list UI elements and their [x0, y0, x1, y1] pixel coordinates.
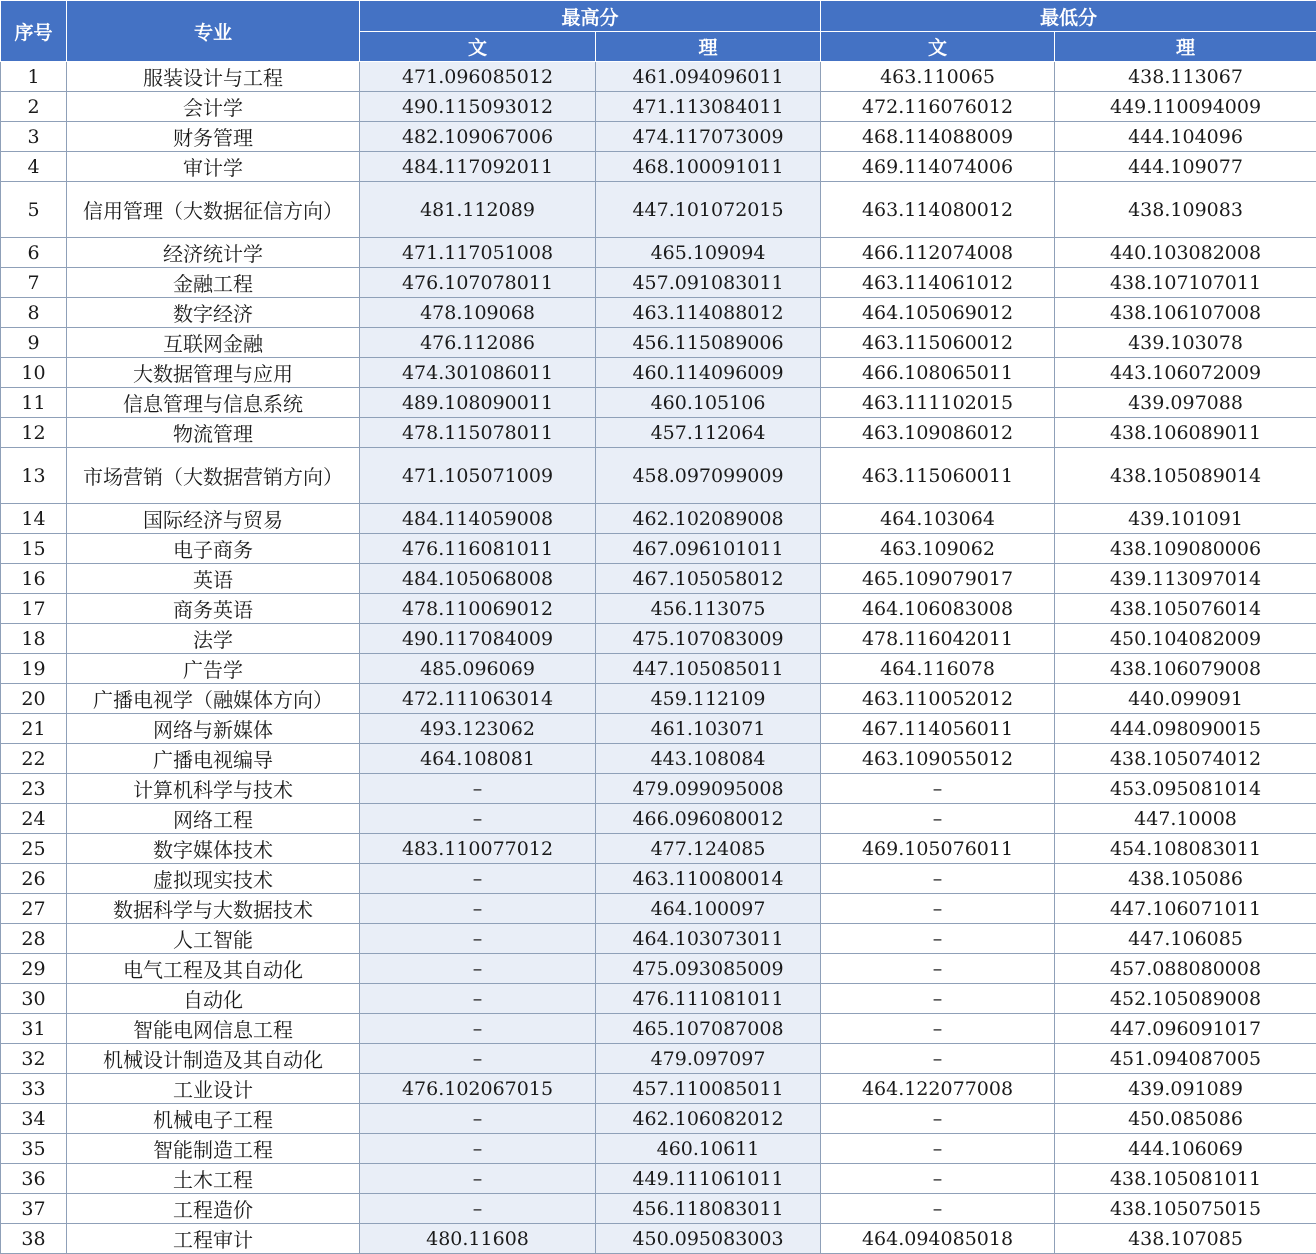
row-major-cell: 智能电网信息工程: [67, 1014, 360, 1044]
row-major-cell: 土木工程: [67, 1164, 360, 1194]
row-major-cell: 机械电子工程: [67, 1104, 360, 1134]
lowest-arts-cell: –: [821, 864, 1055, 894]
highest-science-cell: 463.110080014: [596, 864, 821, 894]
lowest-science-cell: 439.091089: [1055, 1074, 1316, 1104]
lowest-science-cell: 444.106069: [1055, 1134, 1316, 1164]
row-index-cell: 24: [1, 804, 67, 834]
highest-science-cell: 468.100091011: [596, 152, 821, 182]
row-index-cell: 6: [1, 238, 67, 268]
table-row: [1, 448, 1316, 504]
table-row: [1, 1134, 1316, 1164]
header-lowest: 最低分: [821, 1, 1316, 32]
row-major-cell: 法学: [67, 624, 360, 654]
lowest-science-cell: 440.099091: [1055, 684, 1316, 714]
lowest-arts-cell: –: [821, 954, 1055, 984]
lowest-science-cell: 438.107107011: [1055, 268, 1316, 298]
highest-science-cell: 457.112064: [596, 418, 821, 448]
highest-arts-cell: 483.110077012: [360, 834, 596, 864]
row-index-cell: 20: [1, 684, 67, 714]
highest-arts-cell: 474.301086011: [360, 358, 596, 388]
row-index-cell: 29: [1, 954, 67, 984]
highest-arts-cell: 493.123062: [360, 714, 596, 744]
lowest-arts-cell: 463.109086012: [821, 418, 1055, 448]
table-row: [1, 122, 1316, 152]
table-row: [1, 864, 1316, 894]
table-row: [1, 388, 1316, 418]
highest-science-cell: 443.108084: [596, 744, 821, 774]
lowest-arts-cell: –: [821, 1014, 1055, 1044]
row-major-cell: 人工智能: [67, 924, 360, 954]
row-major-cell: 数字媒体技术: [67, 834, 360, 864]
highest-arts-cell: 471.117051008: [360, 238, 596, 268]
row-index-cell: 1: [1, 62, 67, 92]
lowest-science-cell: 439.113097014: [1055, 564, 1316, 594]
lowest-science-cell: 439.097088: [1055, 388, 1316, 418]
lowest-science-cell: 443.106072009: [1055, 358, 1316, 388]
row-index-cell: 13: [1, 448, 67, 504]
table-row: [1, 1164, 1316, 1194]
highest-science-cell: 476.111081011: [596, 984, 821, 1014]
lowest-science-cell: 438.106107008: [1055, 298, 1316, 328]
row-major-cell: 财务管理: [67, 122, 360, 152]
row-index-cell: 25: [1, 834, 67, 864]
highest-arts-cell: 481.112089: [360, 182, 596, 238]
row-major-cell: 国际经济与贸易: [67, 504, 360, 534]
lowest-science-cell: 452.105089008: [1055, 984, 1316, 1014]
lowest-arts-cell: –: [821, 804, 1055, 834]
highest-science-cell: 467.105058012: [596, 564, 821, 594]
highest-science-cell: 477.124085: [596, 834, 821, 864]
table-row: [1, 684, 1316, 714]
row-index-cell: 19: [1, 654, 67, 684]
lowest-arts-cell: 472.116076012: [821, 92, 1055, 122]
highest-science-cell: 479.097097: [596, 1044, 821, 1074]
highest-arts-cell: 489.108090011: [360, 388, 596, 418]
highest-arts-cell: 480.11608: [360, 1224, 596, 1254]
row-major-cell: 广播电视学（融媒体方向）: [67, 684, 360, 714]
highest-science-cell: 459.112109: [596, 684, 821, 714]
highest-science-cell: 462.106082012: [596, 1104, 821, 1134]
lowest-science-cell: 438.105081011: [1055, 1164, 1316, 1194]
lowest-science-cell: 440.103082008: [1055, 238, 1316, 268]
header-lowest-science: 理: [1055, 32, 1316, 62]
highest-science-cell: 465.109094: [596, 238, 821, 268]
row-index-cell: 4: [1, 152, 67, 182]
header-major: 专业: [67, 1, 360, 62]
highest-arts-cell: 471.105071009: [360, 448, 596, 504]
row-major-cell: 大数据管理与应用: [67, 358, 360, 388]
lowest-science-cell: 438.105075015: [1055, 1194, 1316, 1224]
lowest-arts-cell: 464.116078: [821, 654, 1055, 684]
table-row: [1, 152, 1316, 182]
lowest-arts-cell: 464.105069012: [821, 298, 1055, 328]
highest-arts-cell: 485.096069: [360, 654, 596, 684]
highest-science-cell: 474.117073009: [596, 122, 821, 152]
row-major-cell: 电气工程及其自动化: [67, 954, 360, 984]
lowest-arts-cell: 464.122077008: [821, 1074, 1055, 1104]
highest-science-cell: 456.113075: [596, 594, 821, 624]
row-index-cell: 37: [1, 1194, 67, 1224]
highest-arts-cell: 484.114059008: [360, 504, 596, 534]
lowest-arts-cell: 469.114074006: [821, 152, 1055, 182]
row-index-cell: 31: [1, 1014, 67, 1044]
row-index-cell: 34: [1, 1104, 67, 1134]
lowest-science-cell: 438.105086: [1055, 864, 1316, 894]
header-highest-science: 理: [596, 32, 821, 62]
row-major-cell: 机械设计制造及其自动化: [67, 1044, 360, 1074]
highest-science-cell: 471.113084011: [596, 92, 821, 122]
row-major-cell: 广告学: [67, 654, 360, 684]
row-index-cell: 2: [1, 92, 67, 122]
table-header: [1, 1, 1316, 62]
lowest-arts-cell: 463.109062: [821, 534, 1055, 564]
highest-arts-cell: 476.107078011: [360, 268, 596, 298]
highest-arts-cell: 478.110069012: [360, 594, 596, 624]
lowest-science-cell: 439.101091: [1055, 504, 1316, 534]
header-index: 序号: [1, 1, 67, 62]
table-row: [1, 1014, 1316, 1044]
row-index-cell: 30: [1, 984, 67, 1014]
lowest-arts-cell: –: [821, 1164, 1055, 1194]
row-index-cell: 27: [1, 894, 67, 924]
highest-arts-cell: 476.116081011: [360, 534, 596, 564]
table-row: [1, 504, 1316, 534]
lowest-arts-cell: 463.114080012: [821, 182, 1055, 238]
table-row: [1, 834, 1316, 864]
highest-science-cell: 465.107087008: [596, 1014, 821, 1044]
highest-science-cell: 457.091083011: [596, 268, 821, 298]
row-major-cell: 数据科学与大数据技术: [67, 894, 360, 924]
row-major-cell: 信息管理与信息系统: [67, 388, 360, 418]
lowest-arts-cell: 463.109055012: [821, 744, 1055, 774]
highest-arts-cell: –: [360, 804, 596, 834]
row-index-cell: 23: [1, 774, 67, 804]
highest-arts-cell: –: [360, 1164, 596, 1194]
highest-science-cell: 447.105085011: [596, 654, 821, 684]
lowest-arts-cell: 463.111102015: [821, 388, 1055, 418]
row-index-cell: 15: [1, 534, 67, 564]
row-index-cell: 35: [1, 1134, 67, 1164]
highest-arts-cell: 464.108081: [360, 744, 596, 774]
lowest-science-cell: 438.105074012: [1055, 744, 1316, 774]
highest-science-cell: 447.101072015: [596, 182, 821, 238]
row-major-cell: 广播电视编导: [67, 744, 360, 774]
lowest-science-cell: 444.109077: [1055, 152, 1316, 182]
row-index-cell: 3: [1, 122, 67, 152]
row-index-cell: 10: [1, 358, 67, 388]
table-row: [1, 268, 1316, 298]
highest-science-cell: 460.114096009: [596, 358, 821, 388]
table-row: [1, 714, 1316, 744]
table-row: [1, 328, 1316, 358]
highest-science-cell: 461.103071: [596, 714, 821, 744]
row-index-cell: 28: [1, 924, 67, 954]
table-row: [1, 624, 1316, 654]
lowest-science-cell: 449.110094009: [1055, 92, 1316, 122]
row-major-cell: 会计学: [67, 92, 360, 122]
lowest-science-cell: 438.106089011: [1055, 418, 1316, 448]
row-major-cell: 商务英语: [67, 594, 360, 624]
highest-arts-cell: –: [360, 864, 596, 894]
lowest-arts-cell: –: [821, 1044, 1055, 1074]
table-row: [1, 92, 1316, 122]
lowest-science-cell: 457.088080008: [1055, 954, 1316, 984]
lowest-arts-cell: 464.094085018: [821, 1224, 1055, 1254]
row-major-cell: 信用管理（大数据征信方向）: [67, 182, 360, 238]
highest-science-cell: 460.10611: [596, 1134, 821, 1164]
highest-science-cell: 467.096101011: [596, 534, 821, 564]
table-row: [1, 62, 1316, 92]
row-index-cell: 7: [1, 268, 67, 298]
highest-science-cell: 457.110085011: [596, 1074, 821, 1104]
header-highest: 最高分: [360, 1, 821, 32]
row-major-cell: 物流管理: [67, 418, 360, 448]
table-row: [1, 1194, 1316, 1224]
lowest-science-cell: 447.096091017: [1055, 1014, 1316, 1044]
table-row: [1, 358, 1316, 388]
table-row: [1, 298, 1316, 328]
table-row: [1, 894, 1316, 924]
row-index-cell: 16: [1, 564, 67, 594]
lowest-science-cell: 447.106085: [1055, 924, 1316, 954]
lowest-science-cell: 451.094087005: [1055, 1044, 1316, 1074]
lowest-arts-cell: –: [821, 1194, 1055, 1224]
lowest-science-cell: 447.106071011: [1055, 894, 1316, 924]
row-major-cell: 英语: [67, 564, 360, 594]
lowest-science-cell: 438.113067: [1055, 62, 1316, 92]
highest-arts-cell: –: [360, 894, 596, 924]
row-index-cell: 33: [1, 1074, 67, 1104]
table-row: [1, 954, 1316, 984]
highest-science-cell: 475.093085009: [596, 954, 821, 984]
highest-science-cell: 456.118083011: [596, 1194, 821, 1224]
row-major-cell: 数字经济: [67, 298, 360, 328]
lowest-arts-cell: 467.114056011: [821, 714, 1055, 744]
lowest-arts-cell: 464.106083008: [821, 594, 1055, 624]
table-row: [1, 564, 1316, 594]
table-row: [1, 774, 1316, 804]
lowest-arts-cell: –: [821, 774, 1055, 804]
lowest-arts-cell: 463.110052012: [821, 684, 1055, 714]
row-major-cell: 网络工程: [67, 804, 360, 834]
row-major-cell: 工程审计: [67, 1224, 360, 1254]
row-major-cell: 网络与新媒体: [67, 714, 360, 744]
lowest-arts-cell: –: [821, 894, 1055, 924]
row-index-cell: 9: [1, 328, 67, 358]
row-index-cell: 5: [1, 182, 67, 238]
lowest-science-cell: 444.104096: [1055, 122, 1316, 152]
lowest-science-cell: 438.105076014: [1055, 594, 1316, 624]
table-row: [1, 594, 1316, 624]
highest-science-cell: 458.097099009: [596, 448, 821, 504]
row-major-cell: 电子商务: [67, 534, 360, 564]
highest-arts-cell: –: [360, 1044, 596, 1074]
highest-arts-cell: 478.109068: [360, 298, 596, 328]
highest-arts-cell: –: [360, 1104, 596, 1134]
lowest-arts-cell: 463.115060011: [821, 448, 1055, 504]
highest-arts-cell: –: [360, 954, 596, 984]
highest-arts-cell: –: [360, 774, 596, 804]
table-row: [1, 1044, 1316, 1074]
highest-arts-cell: 476.102067015: [360, 1074, 596, 1104]
row-index-cell: 38: [1, 1224, 67, 1254]
highest-science-cell: 475.107083009: [596, 624, 821, 654]
table-row: [1, 1224, 1316, 1254]
lowest-arts-cell: 466.112074008: [821, 238, 1055, 268]
highest-arts-cell: –: [360, 1134, 596, 1164]
lowest-arts-cell: 463.114061012: [821, 268, 1055, 298]
lowest-arts-cell: 463.110065: [821, 62, 1055, 92]
highest-science-cell: 479.099095008: [596, 774, 821, 804]
highest-science-cell: 466.096080012: [596, 804, 821, 834]
row-major-cell: 虚拟现实技术: [67, 864, 360, 894]
lowest-arts-cell: –: [821, 984, 1055, 1014]
row-major-cell: 金融工程: [67, 268, 360, 298]
row-major-cell: 审计学: [67, 152, 360, 182]
lowest-science-cell: 444.098090015: [1055, 714, 1316, 744]
row-index-cell: 8: [1, 298, 67, 328]
row-major-cell: 经济统计学: [67, 238, 360, 268]
highest-science-cell: 463.114088012: [596, 298, 821, 328]
lowest-arts-cell: –: [821, 1104, 1055, 1134]
row-index-cell: 26: [1, 864, 67, 894]
highest-arts-cell: –: [360, 984, 596, 1014]
row-major-cell: 工业设计: [67, 1074, 360, 1104]
row-index-cell: 17: [1, 594, 67, 624]
row-major-cell: 市场营销（大数据营销方向）: [67, 448, 360, 504]
row-major-cell: 服装设计与工程: [67, 62, 360, 92]
highest-arts-cell: –: [360, 924, 596, 954]
lowest-science-cell: 439.103078: [1055, 328, 1316, 358]
row-major-cell: 计算机科学与技术: [67, 774, 360, 804]
highest-science-cell: 449.111061011: [596, 1164, 821, 1194]
header-lowest-arts: 文: [821, 32, 1055, 62]
table-row: [1, 534, 1316, 564]
highest-arts-cell: 484.117092011: [360, 152, 596, 182]
lowest-arts-cell: 466.108065011: [821, 358, 1055, 388]
table-row: [1, 238, 1316, 268]
row-index-cell: 32: [1, 1044, 67, 1074]
row-index-cell: 22: [1, 744, 67, 774]
lowest-arts-cell: –: [821, 924, 1055, 954]
row-index-cell: 14: [1, 504, 67, 534]
lowest-arts-cell: –: [821, 1134, 1055, 1164]
lowest-arts-cell: 469.105076011: [821, 834, 1055, 864]
table-row: [1, 418, 1316, 448]
table-row: [1, 744, 1316, 774]
row-major-cell: 互联网金融: [67, 328, 360, 358]
lowest-arts-cell: 468.114088009: [821, 122, 1055, 152]
lowest-science-cell: 438.107085: [1055, 1224, 1316, 1254]
lowest-arts-cell: 464.103064: [821, 504, 1055, 534]
highest-science-cell: 464.103073011: [596, 924, 821, 954]
table-row: [1, 1074, 1316, 1104]
highest-arts-cell: 476.112086: [360, 328, 596, 358]
lowest-science-cell: 447.10008: [1055, 804, 1316, 834]
highest-arts-cell: 490.115093012: [360, 92, 596, 122]
lowest-science-cell: 438.106079008: [1055, 654, 1316, 684]
row-index-cell: 21: [1, 714, 67, 744]
highest-arts-cell: 484.105068008: [360, 564, 596, 594]
highest-arts-cell: 490.117084009: [360, 624, 596, 654]
row-index-cell: 12: [1, 418, 67, 448]
table-row: [1, 804, 1316, 834]
lowest-science-cell: 453.095081014: [1055, 774, 1316, 804]
lowest-science-cell: 450.085086: [1055, 1104, 1316, 1134]
lowest-science-cell: 454.108083011: [1055, 834, 1316, 864]
highest-arts-cell: 471.096085012: [360, 62, 596, 92]
lowest-arts-cell: 465.109079017: [821, 564, 1055, 594]
highest-arts-cell: 472.111063014: [360, 684, 596, 714]
highest-arts-cell: 478.115078011: [360, 418, 596, 448]
table-row: [1, 182, 1316, 238]
highest-science-cell: 450.095083003: [596, 1224, 821, 1254]
highest-science-cell: 464.100097: [596, 894, 821, 924]
lowest-arts-cell: 463.115060012: [821, 328, 1055, 358]
row-major-cell: 自动化: [67, 984, 360, 1014]
highest-arts-cell: 482.109067006: [360, 122, 596, 152]
highest-science-cell: 456.115089006: [596, 328, 821, 358]
row-index-cell: 18: [1, 624, 67, 654]
row-major-cell: 智能制造工程: [67, 1134, 360, 1164]
table-row: [1, 924, 1316, 954]
lowest-science-cell: 438.109080006: [1055, 534, 1316, 564]
highest-arts-cell: –: [360, 1014, 596, 1044]
highest-science-cell: 460.105106: [596, 388, 821, 418]
row-major-cell: 工程造价: [67, 1194, 360, 1224]
table-row: [1, 654, 1316, 684]
lowest-science-cell: 438.105089014: [1055, 448, 1316, 504]
highest-science-cell: 462.102089008: [596, 504, 821, 534]
row-index-cell: 36: [1, 1164, 67, 1194]
table-body: [1, 62, 1316, 1254]
highest-arts-cell: –: [360, 1194, 596, 1224]
table-row: [1, 1104, 1316, 1134]
table-row: [1, 984, 1316, 1014]
lowest-science-cell: 450.104082009: [1055, 624, 1316, 654]
highest-science-cell: 461.094096011: [596, 62, 821, 92]
header-highest-arts: 文: [360, 32, 596, 62]
row-index-cell: 11: [1, 388, 67, 418]
lowest-science-cell: 438.109083: [1055, 182, 1316, 238]
lowest-arts-cell: 478.116042011: [821, 624, 1055, 654]
